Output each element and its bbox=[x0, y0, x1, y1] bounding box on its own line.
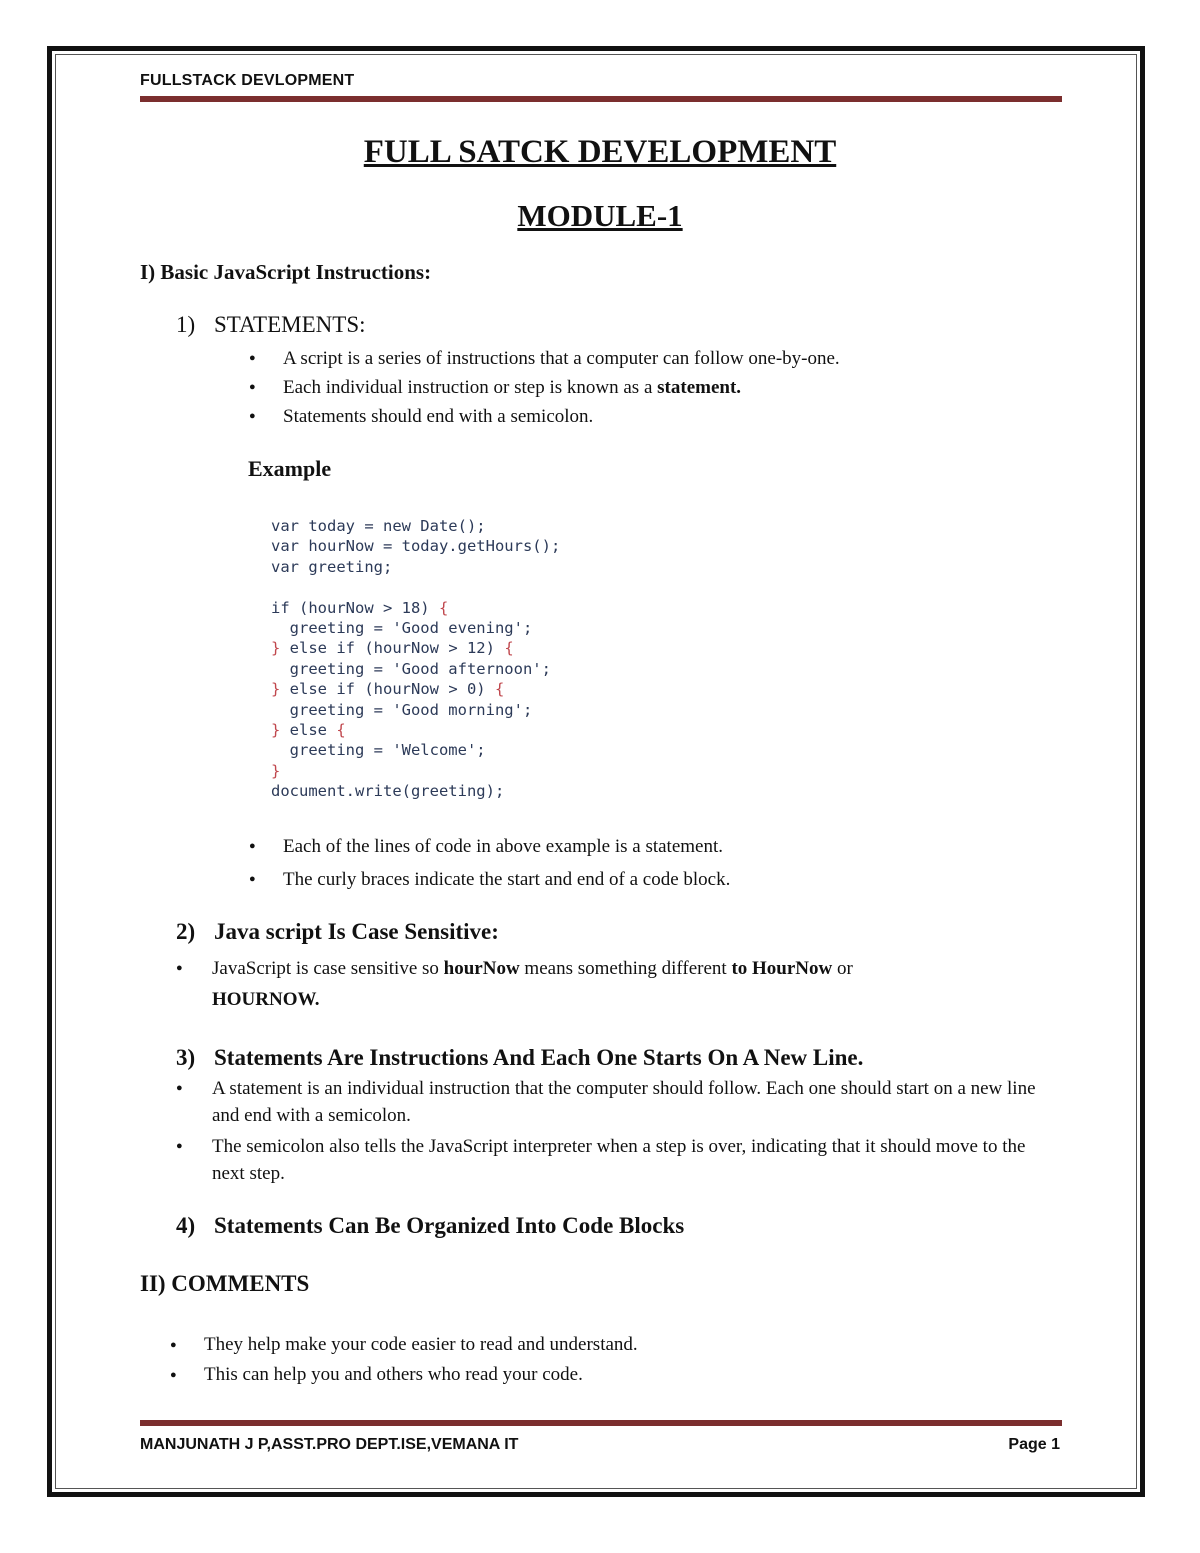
code-line: greeting = 'Good afternoon'; bbox=[271, 659, 551, 678]
code-line: var hourNow = today.getHours(); bbox=[271, 537, 561, 556]
code-line: greeting = 'Welcome'; bbox=[271, 741, 486, 760]
code-brace: { bbox=[504, 639, 514, 658]
code-line: greeting = 'Good evening'; bbox=[271, 619, 533, 638]
list-item: ● JavaScript is case sensitive so hourNow means something different to HourNow or HOURNOW. bbox=[176, 953, 1046, 1015]
section-heading-basic-js: I) Basic JavaScript Instructions: bbox=[140, 260, 432, 284]
heading-number: 3) bbox=[176, 1045, 196, 1070]
comments-bullets bbox=[170, 1330, 970, 1390]
case-sensitive-heading bbox=[176, 919, 499, 945]
statements-heading bbox=[176, 312, 366, 338]
code-brace: } bbox=[271, 639, 281, 658]
list-item: ● The curly braces indicate the start and end of a code block. bbox=[249, 863, 1049, 896]
list-item: ● This can help you and others who read your code. bbox=[170, 1360, 970, 1390]
code-brace: { bbox=[494, 680, 505, 699]
new-line-heading bbox=[176, 1045, 863, 1071]
code-brace: } bbox=[271, 761, 281, 780]
heading-number: 4) bbox=[176, 1213, 196, 1238]
heading-number: 2) bbox=[176, 919, 196, 944]
heading-text: Statements Can Be Organized Into Code Blocks bbox=[214, 1213, 685, 1238]
example-label: Example bbox=[248, 456, 332, 481]
list-item: ● The semicolon also tells the JavaScript interpreter when a step is over, indicating that it should move to the next step. bbox=[176, 1133, 1056, 1187]
footer-rule bbox=[140, 1420, 1062, 1426]
new-line-bullets bbox=[176, 1075, 1056, 1187]
document-title: FULL SATCK DEVELOPMENT bbox=[363, 134, 837, 170]
code-example bbox=[271, 516, 560, 802]
code-line: if (hourNow > 18) bbox=[271, 598, 439, 617]
list-item: ● Each individual instruction or step is known as a statement. bbox=[249, 373, 1049, 402]
heading-text: STATEMENTS: bbox=[214, 312, 366, 337]
section-heading-comments: II) COMMENTS bbox=[140, 1271, 310, 1296]
code-blocks-heading bbox=[176, 1213, 684, 1239]
code-line: var today = new Date(); bbox=[271, 517, 486, 535]
statements-bullets bbox=[249, 344, 1049, 431]
running-header: FULLSTACK DEVLOPMENT bbox=[140, 72, 355, 89]
footer-page-number: Page 1 bbox=[1008, 1436, 1060, 1453]
list-item: ● Each of the lines of code in above example is a statement. bbox=[249, 830, 1049, 863]
case-sensitive-bullets bbox=[176, 953, 1046, 1015]
statements-after-bullets bbox=[249, 830, 1049, 896]
code-line: document.write(greeting); bbox=[271, 782, 505, 801]
list-item: ● Statements should end with a semicolon. bbox=[249, 402, 1049, 431]
list-item: ● A statement is an individual instruction that the computer should follow. Each one should start on a new line and end with a semicolon. bbox=[176, 1075, 1056, 1129]
header-rule bbox=[140, 96, 1062, 102]
code-brace: { bbox=[438, 598, 449, 617]
heading-number: 1) bbox=[176, 312, 196, 337]
heading-text: Java script Is Case Sensitive: bbox=[214, 919, 499, 944]
code-brace: { bbox=[336, 721, 346, 740]
footer-author: MANJUNATH J P,ASST.PRO DEPT.ISE,VEMANA IT bbox=[140, 1436, 519, 1453]
heading-text: Statements Are Instructions And Each One Starts On A New Line. bbox=[214, 1045, 864, 1070]
code-line: else if (hourNow > 12) bbox=[280, 639, 505, 658]
code-brace: } bbox=[271, 680, 281, 699]
code-brace: } bbox=[271, 721, 281, 740]
code-line: else bbox=[280, 721, 337, 740]
list-item: ● A script is a series of instructions that a computer can follow one-by-one. bbox=[249, 344, 1049, 373]
list-item: ● They help make your code easier to read and understand. bbox=[170, 1330, 970, 1360]
code-line: greeting = 'Good morning'; bbox=[271, 700, 533, 719]
code-line: else if (hourNow > 0) bbox=[280, 680, 495, 699]
code-line: var greeting; bbox=[271, 557, 393, 576]
module-title: MODULE-1 bbox=[517, 198, 683, 233]
